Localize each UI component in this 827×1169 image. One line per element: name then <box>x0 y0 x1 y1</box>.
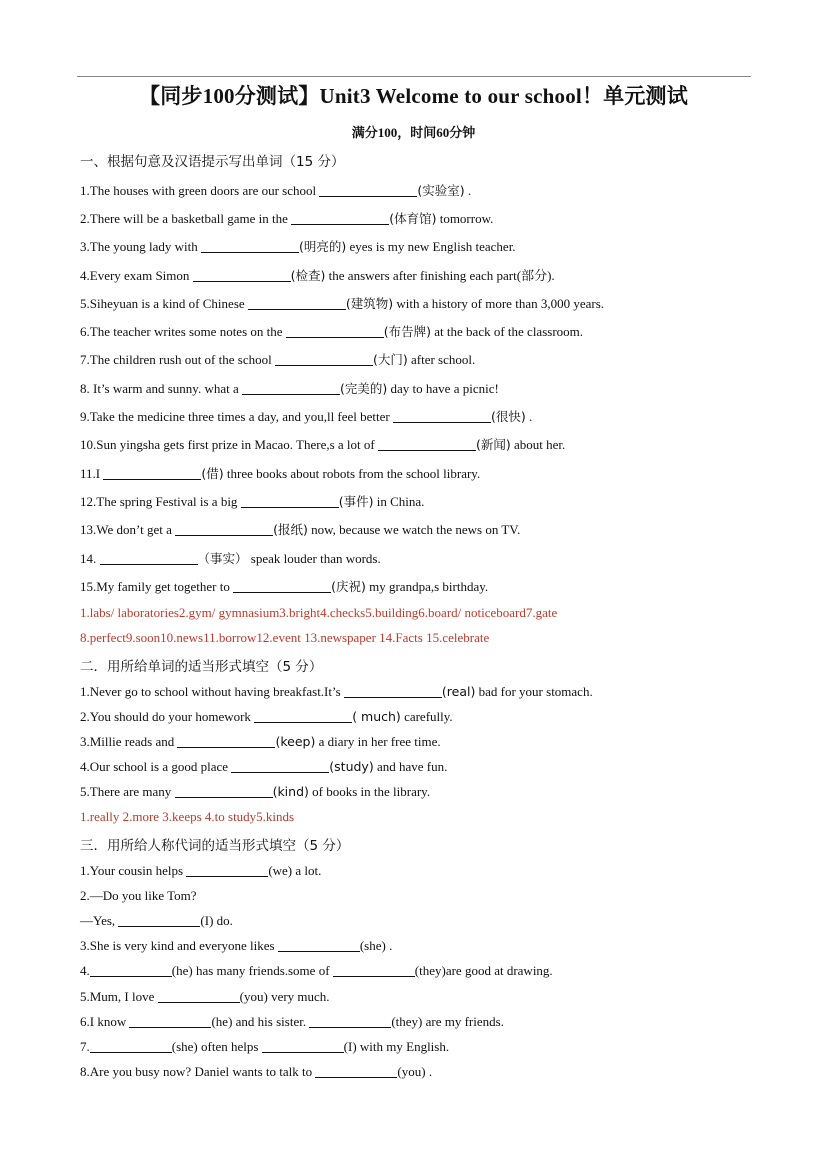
question-text-after: at the back of the classroom. <box>434 324 584 339</box>
answer-blank[interactable] <box>378 437 476 451</box>
question-row <box>80 322 583 340</box>
question-row <box>80 577 488 595</box>
question-hint: (you) <box>397 1064 426 1079</box>
question-hint: (建筑物) <box>345 296 394 311</box>
question-text: 8.Are you busy now? Daniel wants to talk to <box>80 1064 313 1079</box>
answer-blank[interactable] <box>242 381 340 395</box>
question-hint: (庆祝) <box>331 579 366 594</box>
question-text: 3.She is very kind and everyone likes <box>80 938 275 953</box>
question-text-after: the answers after finishing each part(部分). <box>328 268 555 283</box>
question-text-after: of books in the library. <box>312 784 431 799</box>
question-row <box>80 181 471 199</box>
question-text-after: . <box>428 1064 433 1079</box>
question-text-middle: and his sister. <box>235 1014 307 1029</box>
question-text-after: with a history of more than 3,000 years. <box>396 296 605 311</box>
question-hint: (kind) <box>272 784 309 799</box>
question-text-after: . <box>529 409 533 424</box>
question-text: 3.Millie reads and <box>80 734 175 749</box>
section2-answer: 1.really 2.more 3.keeps 4.to study5.kinds <box>80 809 295 824</box>
question-text: 15.My family get together to <box>80 579 230 594</box>
question-text: 10.Sun yingsha gets first prize in Macao. There,s a lot of <box>80 437 375 452</box>
answer-blank[interactable] <box>286 324 384 338</box>
question-row <box>80 237 516 255</box>
question-text: 12.The spring Festival is a big <box>80 494 238 509</box>
question-text-after: my grandpa,s birthday. <box>369 579 489 594</box>
question-hint: (keep) <box>275 734 316 749</box>
question-text: 7. <box>80 1039 90 1054</box>
question-row <box>80 549 381 567</box>
answer-blank[interactable] <box>175 784 273 798</box>
section2-heading: 二．用所给单词的适当形式填空（5 分） <box>80 659 323 675</box>
question-hint: (事件) <box>338 494 374 509</box>
question-text-after: and have fun. <box>376 759 448 774</box>
question-row <box>80 759 447 775</box>
answer-blank[interactable] <box>201 239 299 253</box>
answer-blank[interactable] <box>275 352 373 366</box>
s3-question-4 <box>80 963 553 979</box>
question-hint: (体育馆) <box>389 211 437 226</box>
question-hint: (he) <box>171 963 193 978</box>
s3-question-5 <box>80 989 330 1005</box>
answer-blank[interactable] <box>315 1064 397 1078</box>
question-row <box>80 520 520 538</box>
answer-blank[interactable] <box>186 863 268 877</box>
section3-heading: 三．用所给人称代词的适当形式填空（5 分） <box>80 838 350 854</box>
question-hint: (实验室) <box>417 183 465 198</box>
question-text-after: day to have a picnic! <box>390 381 499 396</box>
question-text-after: a lot. <box>295 863 322 878</box>
question-text-after: do. <box>216 913 233 928</box>
question-hint: (报纸) <box>273 522 308 537</box>
question-row <box>80 265 555 284</box>
question-text-after: in China. <box>376 494 425 509</box>
section1-answer-line2: 8.perfect9.soon10.news11.borrow12.event 13.newspaper 14.Facts 15.celebrate <box>80 630 490 645</box>
question-text: 9.Take the medicine three times a day, and you,ll feel better <box>80 409 390 424</box>
question-hint: (检查) <box>290 268 326 283</box>
answer-blank[interactable] <box>90 963 172 977</box>
section1-heading: 一、根据句意及汉语提示写出单词（15 分） <box>80 154 345 170</box>
answer-blank[interactable] <box>90 1039 172 1053</box>
question-row <box>80 464 480 482</box>
question-text-after: . <box>389 938 393 953</box>
question-hint: (I) <box>343 1039 357 1054</box>
question-text-middle: often helps <box>201 1039 259 1054</box>
question-text: 13.We don’t get a <box>80 522 172 537</box>
question-text: 1.Never go to school without having breakfast.It’s <box>80 684 341 699</box>
answer-blank[interactable] <box>231 759 329 773</box>
question-row <box>80 435 565 453</box>
question-hint: (he) <box>211 1014 233 1029</box>
answer-blank[interactable] <box>248 296 346 310</box>
question-hint: (study) <box>329 759 374 774</box>
answer-blank[interactable] <box>393 409 491 423</box>
question-hint: ( much) <box>352 709 401 724</box>
question-row <box>80 294 604 312</box>
question-hint: (she) <box>359 938 386 953</box>
answer-blank[interactable] <box>262 1039 344 1053</box>
question-hint: （事实） <box>197 551 248 566</box>
question-text-after: after school. <box>410 352 476 367</box>
question-text-after: tomorrow. <box>439 211 494 226</box>
answer-blank[interactable] <box>177 734 275 748</box>
question-text-after: carefully. <box>404 709 453 724</box>
answer-blank[interactable] <box>241 494 339 508</box>
question-hint: (借) <box>201 466 224 481</box>
answer-blank[interactable] <box>278 938 360 952</box>
s3-question-1 <box>80 863 321 879</box>
question-text-after: . <box>467 183 472 198</box>
answer-blank[interactable] <box>319 183 417 197</box>
question-hint: (明亮的) <box>298 239 347 254</box>
question-text: 5.There are many <box>80 784 172 799</box>
question-hint: (新闻) <box>475 437 511 452</box>
header-rule <box>77 76 751 77</box>
question-text: 6.The teacher writes some notes on the <box>80 324 283 339</box>
question-hint: (you) <box>239 989 268 1004</box>
question-row <box>80 350 475 368</box>
page-title: 【同步100分测试】Unit3 Welcome to our school！单元测试 <box>139 84 688 108</box>
question-row <box>80 379 499 397</box>
question-hint: (完美的) <box>340 381 388 396</box>
question-row <box>80 407 532 425</box>
question-text: 14. <box>80 551 97 566</box>
question-text: 4.Our school is a good place <box>80 759 229 774</box>
answer-blank[interactable] <box>254 709 352 723</box>
question-text-after: eyes is my new English teacher. <box>349 239 516 254</box>
question-hint: (real) <box>441 684 476 699</box>
question-row <box>80 209 493 227</box>
s3-question-6 <box>80 1014 504 1030</box>
s3-question-7 <box>80 1039 449 1055</box>
question-text-after: are good at drawing. <box>445 963 553 978</box>
answer-blank[interactable] <box>344 684 442 698</box>
s3-question-3 <box>80 938 392 954</box>
question-text-after: about her. <box>514 437 566 452</box>
question-text-after: three books about robots from the school library. <box>226 466 481 481</box>
s3-question-8 <box>80 1064 432 1080</box>
question-text: 1.The houses with green doors are our school <box>80 183 317 198</box>
question-text: 11.I <box>80 466 101 481</box>
answer-blank[interactable] <box>129 1014 211 1028</box>
question-hint: (they) <box>391 1014 423 1029</box>
question-hint: (they) <box>414 963 446 978</box>
question-text-middle: has many friends.some of <box>195 963 330 978</box>
question-text-after: with my English. <box>359 1039 450 1054</box>
question-text: —Yes, <box>80 913 116 928</box>
question-hint: (很快) <box>491 409 526 424</box>
question-hint: (I) <box>200 913 214 928</box>
answer-blank[interactable] <box>100 551 198 565</box>
question-text: 5.Siheyuan is a kind of Chinese <box>80 296 245 311</box>
question-text-after: now, because we watch the news on TV. <box>311 522 521 537</box>
question-row <box>80 492 424 510</box>
answer-blank[interactable] <box>333 963 415 977</box>
question-row <box>80 709 453 725</box>
question-text: 2.You should do your homework <box>80 709 251 724</box>
question-text: 1.Your cousin helps <box>80 863 184 878</box>
question-text-after: bad for your stomach. <box>478 684 593 699</box>
question-hint: (we) <box>268 863 293 878</box>
question-text: 2.There will be a basketball game in the <box>80 211 288 226</box>
question-hint: (布告牌) <box>383 324 432 339</box>
s3-question-2b <box>80 913 233 929</box>
question-text: 7.The children rush out of the school <box>80 352 272 367</box>
question-text: 5.Mum, I love <box>80 989 155 1004</box>
question-hint: (大门) <box>372 352 408 367</box>
answer-blank[interactable] <box>118 913 200 927</box>
answer-blank[interactable] <box>309 1014 391 1028</box>
section1-answer-line1: 1.labs/ laboratories2.gym/ gymnasium3.bright4.checks5.building6.board/ noticeboard7.gate <box>80 605 558 620</box>
question-text-after: a diary in her free time. <box>318 734 441 749</box>
answer-blank[interactable] <box>103 466 201 480</box>
question-row <box>80 734 441 750</box>
question-text: 3.The young lady with <box>80 239 198 254</box>
answer-blank[interactable] <box>158 989 240 1003</box>
s3-question-2: 2.—Do you like Tom? <box>80 888 197 903</box>
question-row <box>80 784 430 800</box>
answer-blank[interactable] <box>233 579 331 593</box>
question-text: 4. <box>80 963 90 978</box>
question-hint: (she) <box>171 1039 198 1054</box>
question-text: 8. It’s warm and sunny. what a <box>80 381 239 396</box>
page-subtitle: 满分100，时间60分钟 <box>351 125 476 140</box>
question-text: 4.Every exam Simon <box>80 268 190 283</box>
question-text-after: speak louder than words. <box>250 551 381 566</box>
answer-blank[interactable] <box>175 522 273 536</box>
question-text-after: very much. <box>271 989 330 1004</box>
question-text-after: are my friends. <box>425 1014 504 1029</box>
question-text: 6.I know <box>80 1014 127 1029</box>
question-row <box>80 684 593 700</box>
answer-blank[interactable] <box>193 268 291 282</box>
answer-blank[interactable] <box>291 211 389 225</box>
